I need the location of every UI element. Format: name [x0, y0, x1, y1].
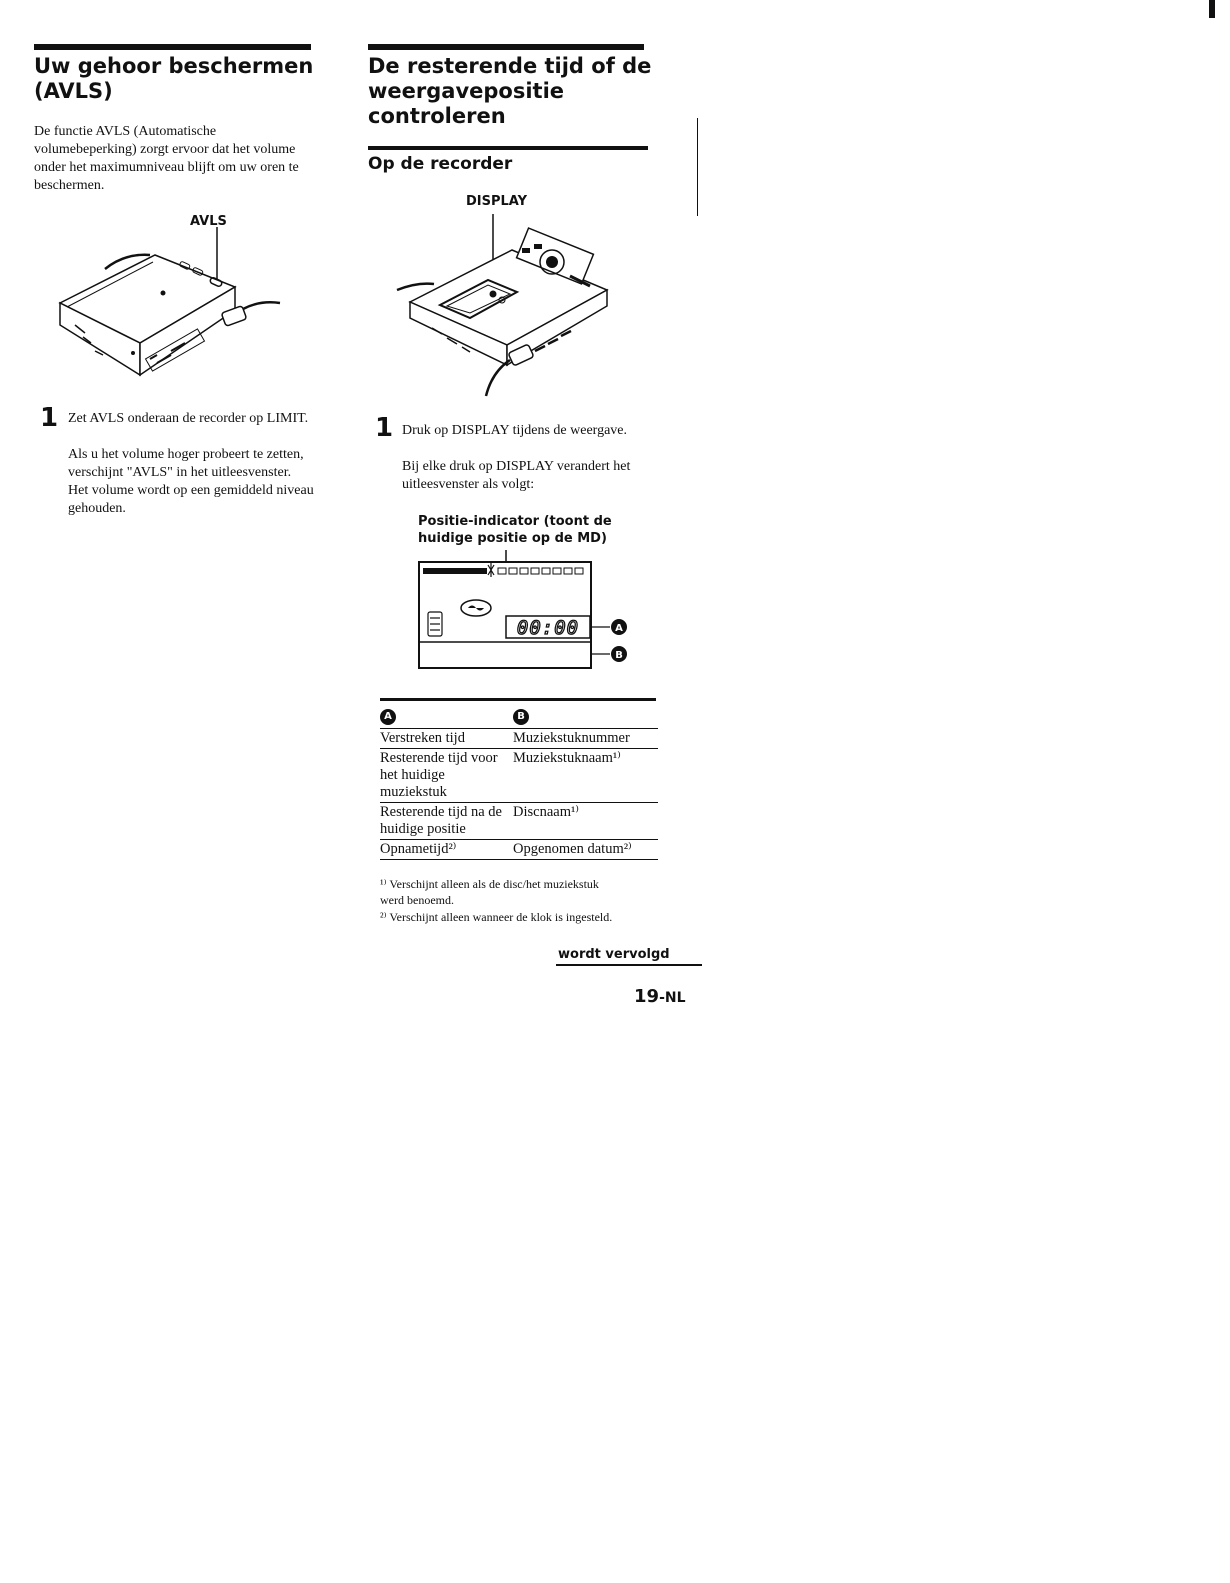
right-step-number: 1	[375, 413, 394, 443]
right-title-line1: De resterende tijd of de	[368, 54, 652, 78]
right-title-line3: controleren	[368, 104, 506, 128]
page-number	[634, 986, 686, 1007]
avls-figure-label: AVLS	[190, 214, 227, 229]
page-number-suffix: -NL	[659, 990, 686, 1006]
left-title-rule	[34, 44, 311, 50]
table-cell-b: Muziekstuknummer	[513, 729, 658, 749]
table-row	[380, 803, 658, 840]
avls-recorder-illustration	[45, 225, 290, 390]
continued-rule	[556, 964, 702, 966]
footnote-1: ¹⁾ Verschijnt alleen als de disc/het muziekstuk werd benoemd.	[380, 877, 599, 907]
column-b-badge: B	[513, 709, 529, 725]
display-figure-label: DISPLAY	[466, 194, 528, 209]
left-step-text: Zet AVLS onderaan de recorder op LIMIT.	[68, 411, 309, 426]
table-row	[380, 840, 658, 860]
right-title-rule	[368, 44, 644, 50]
table-row	[380, 729, 658, 749]
page-number-value: 19	[634, 986, 660, 1007]
continued-note: wordt vervolgd	[558, 947, 670, 962]
table-cell-a: Opnametijd²⁾	[380, 840, 513, 860]
table-top-rule	[380, 698, 656, 701]
table-cell-b: Muziekstuknaam¹⁾	[513, 749, 658, 803]
table-cell-a: Resterende tijd voor het huidige muziekstuk	[380, 749, 513, 803]
position-indicator-label	[418, 513, 612, 547]
left-step-detail: Als u het volume hoger probeert te zetten, verschijnt "AVLS" in het uitleesvenster. Het volume wordt op een gemiddeld niveau gehouden.	[68, 447, 314, 516]
left-title-line1: Uw gehoor beschermen	[34, 54, 314, 78]
left-intro-text: De functie AVLS (Automatische volumebeperking) zorgt ervoor dat het volume onder het maximumniveau blijft om uw oren te beschermen.	[34, 124, 299, 193]
margin-line	[697, 118, 698, 216]
subsection-title: Op de recorder	[368, 154, 513, 174]
left-title-line2: (AVLS)	[34, 79, 113, 103]
table-cell-b: Discnaam¹⁾	[513, 803, 658, 840]
table-cell-a: Resterende tijd na de huidige positie	[380, 803, 513, 840]
indicator-label-line1: Positie-indicator (toont de	[418, 514, 612, 529]
column-a-badge: A	[380, 709, 396, 725]
page-edge-mark	[1209, 0, 1215, 18]
subsection-rule	[368, 146, 648, 150]
callout-b-badge: B	[615, 650, 623, 661]
lcd-display-diagram	[418, 548, 638, 673]
table-cell-b: Opgenomen datum²⁾	[513, 840, 658, 860]
left-section-title	[34, 54, 324, 104]
right-step-detail: Bij elke druk op DISPLAY verandert het uitleesvenster als volgt:	[402, 459, 631, 492]
lcd-time-readout: 00:00	[516, 617, 580, 639]
right-title-line2: weergavepositie	[368, 79, 565, 103]
table-header-row	[380, 706, 658, 729]
display-recorder-illustration	[392, 210, 617, 400]
right-section-title	[368, 54, 668, 129]
display-modes-table	[380, 706, 658, 860]
table-row	[380, 749, 658, 803]
right-step-text: Druk op DISPLAY tijdens de weergave.	[402, 423, 628, 438]
table-cell-a: Verstreken tijd	[380, 729, 513, 749]
indicator-label-line2: huidige positie op de MD)	[418, 531, 607, 546]
footnote-2: ²⁾ Verschijnt alleen wanneer de klok is ingesteld.	[380, 910, 613, 924]
callout-a-badge: A	[615, 623, 623, 634]
left-step-number: 1	[40, 403, 59, 433]
